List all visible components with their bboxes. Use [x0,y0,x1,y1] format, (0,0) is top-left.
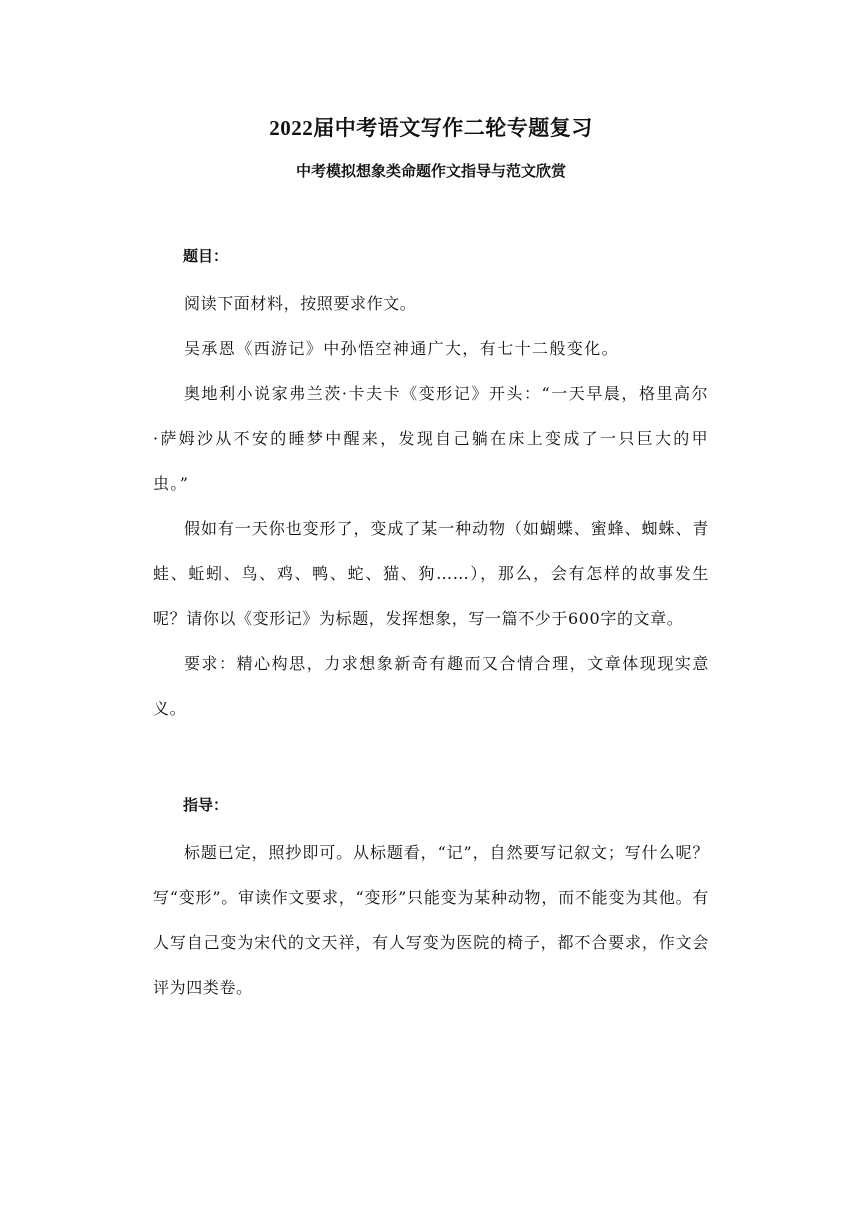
topic-paragraph: 假如有一天你也变形了，变成了某一种动物（如蝴蝶、蜜蜂、蜘蛛、青蛙、蚯蚓、鸟、鸡、鸭、蛇、猫、狗……），那么，会有怎样的故事发生呢？请你以《变形记》为标题，发挥想象，写一篇不少于600字的文章。 [153,519,709,628]
topic-paragraph: 阅读下面材料，按照要求作文。 [184,294,417,313]
page-subtitle: 中考模拟想象类命题作文指导与范文欣赏 [295,162,566,180]
topic-paragraph: 奥地利小说家弗兰茨·卡夫卡《变形记》开头：“一天早晨，格里高尔·萨姆沙从不安的睡梦中醒来，发现自己躺在床上变成了一只巨大的甲虫。” [153,384,709,493]
topic-label: 题目： [183,247,229,265]
topic-paragraph: 要求：精心构思，力求想象新奇有趣而又合情合理，文章体现现实意义。 [153,654,709,718]
page-title: 2022届中考语文写作二轮专题复习 [269,116,593,140]
document-content [153,112,709,1010]
guide-label: 指导： [183,796,229,814]
topic-paragraph: 吴承恩《西游记》中孙悟空神通广大，有七十二般变化。 [184,339,620,358]
guide-paragraph: 标题已定，照抄即可。从标题看，“记”，自然要写记叙文；写什么呢？写“变形”。审读作文要求，“变形”只能变为某种动物，而不能变为其他。有人写自己变为宋代的文天祥，有人写变为医院的椅子，都不合要求，作文会评为四类卷。 [153,843,709,997]
